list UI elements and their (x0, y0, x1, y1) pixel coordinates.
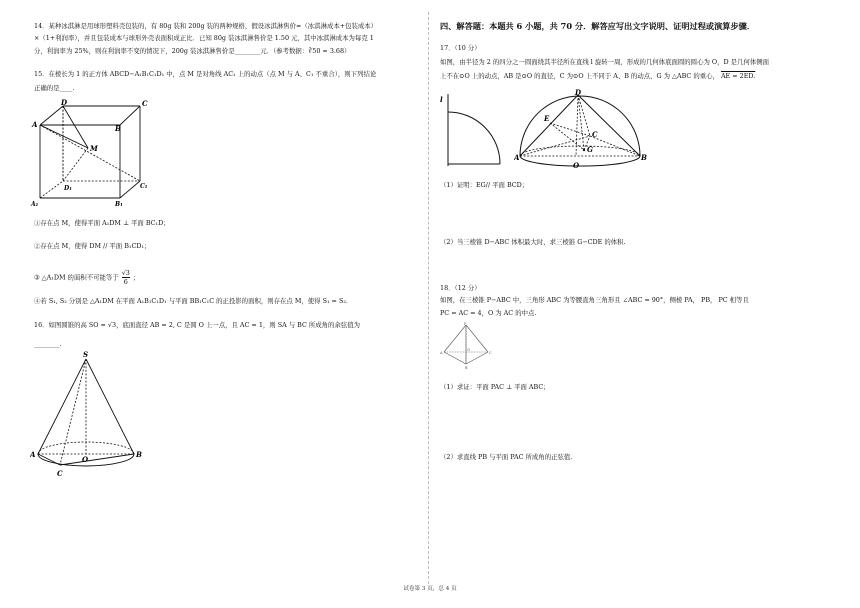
q15-cube-figure (30, 98, 155, 210)
q15-label-A1: A₁ (31, 201, 39, 208)
q16-cone-figure (30, 350, 148, 486)
q15-label-M: M (90, 144, 98, 153)
q14-line2: ×（1+利润率），并且包装成本与球形外壳表面积成正比．已知 80g 装冰淇淋售价是 1.50 元，其中冰淇淋成本为每克 1 (34, 34, 374, 42)
page-footer: 试卷第 3 页，总 4 页 (403, 586, 457, 592)
q17-label-A: A (514, 153, 520, 162)
q15-label-B1: B₁ (115, 201, 123, 208)
q15-option-1: ①存在点 M，使得平面 A₁DM ⊥ 平面 BC₁D； (34, 219, 170, 227)
q18-line2: PC = AC = 4，O 为 AC 的中点. (440, 309, 537, 317)
q15-label-A: A (32, 120, 38, 129)
q17-label-E: E (544, 114, 550, 123)
q17-head: 17．（10 分） (440, 44, 481, 52)
q17-line2 (440, 72, 755, 80)
q15-fraction-den: 6 (123, 278, 128, 286)
q17-label-O: O (573, 161, 580, 170)
q17-sub1: （1）证明：EG// 平面 BCD； (440, 181, 529, 189)
q18-line1: 如图，在三棱锥 P−ABC 中，三角形 ABC 为等腰直角三角形且 ∠ABC = 90°，侧棱 PA， PB， PC 相等且 (440, 296, 749, 304)
q18-sub1: （1）求证：平面 PAC ⊥ 平面 ABC； (440, 383, 550, 391)
q18-label-B: B (465, 366, 468, 370)
q18-label-P: P (464, 322, 467, 326)
q16-label-B: B (136, 450, 142, 459)
q18-pyramid-figure (440, 322, 494, 370)
q17-vector-relation: AE = 2ED. (720, 72, 756, 80)
q16-label-A: A (30, 450, 36, 459)
q18-label-C: C (489, 351, 492, 355)
q15-option-3-text: ③ △A₁DM 的面积不可能等于 (34, 273, 119, 282)
q17-label-l: l (440, 95, 443, 104)
q15-label-C1: C₁ (140, 183, 148, 190)
q17-line1: 如图，由半径为 2 的四分之一圆面绕其半径所在直线 l 旋转一周，形成的几何体底面圆的圆心为 O，D 是几何体侧面 (440, 58, 770, 66)
q18-label-A: A (440, 351, 443, 355)
q17-quarter-circle-figure (438, 90, 508, 170)
q17-line2-text: 上不在⊙O 上的动点，AB 是⊙O 的直径，C 为⊙O 上不同于 A、B 的动点，G 为 △ABC 的重心， (440, 72, 719, 80)
q15-label-C: C (142, 99, 148, 108)
q17-label-D: D (575, 88, 582, 97)
q15-option-3-end: ； (132, 273, 140, 282)
q15-option-3 (34, 269, 139, 286)
q14-line3: 分，利润率为 25%，则在利润率不变的情况下，200g 装冰淇淋售价是________元．（参考数据：∛50 ≈ 3.68） (34, 47, 351, 55)
q15-line1: 15．在棱长为 1 的正方体 ABCD−A₁B₁C₁D₁ 中，点 M 是对角线 AC₁ 上的动点（点 M 与 A、C₁ 不重合），则下列结论 (34, 70, 377, 78)
q15-fraction-num: √3 (121, 269, 130, 277)
q15-option-4: ④若 S₁, S₂ 分别是 △A₁DM 在平面 A₁B₁C₁D₁ 与平面 BB₁C₁C 的正投影的面积，则存在点 M，使得 S₁ = S₂． (34, 297, 353, 305)
q15-fraction (122, 269, 130, 286)
column-divider (428, 12, 429, 584)
q15-label-D: D (61, 98, 68, 107)
q15-option-2: ②存在点 M，使得 DM // 平面 B₁CD₁； (34, 242, 151, 250)
q16-line1: 16．如图圆锥的高 SO = √3，底面直径 AB = 2, C 是圆 O 上一点，且 AC = 1，则 SA 与 BC 所成角的余弦值为 (34, 321, 361, 329)
q16-line2: ________. (34, 340, 62, 348)
q17-hemisphere-figure (514, 88, 648, 174)
q14-line1: 14．某种冰淇淋是用球形塑料壳包装的，有 80g 装和 200g 装的两种规格，假设冰淇淋售价=（冰淇淋成本+包装成本） (34, 22, 378, 30)
q17-centroid-point (583, 149, 585, 151)
q16-label-S: S (83, 350, 89, 359)
q15-label-D1: D₁ (64, 185, 72, 192)
q18-sub2: （2）求直线 PB 与平面 PAC 所成角的正弦值. (440, 453, 573, 461)
q17-label-C: C (592, 130, 598, 139)
q15-line2: 正确的是____. (34, 84, 75, 92)
q16-label-C: C (57, 469, 63, 478)
q18-head: 18．（12 分） (440, 284, 481, 292)
q17-sub2: （2）当三棱锥 D−ABC 体积最大时，求三棱锥 G−CDE 的体积. (440, 238, 626, 246)
q15-label-B: B (115, 124, 121, 133)
q18-label-O: O (467, 348, 470, 352)
q17-label-B: B (641, 153, 647, 162)
q17-label-G: G (587, 145, 593, 154)
q16-label-O: O (82, 455, 89, 464)
section-heading: 四、解答题：本题共 6 小题，共 70 分．解答应写出文字说明、证明过程或演算步骤． (440, 21, 756, 31)
